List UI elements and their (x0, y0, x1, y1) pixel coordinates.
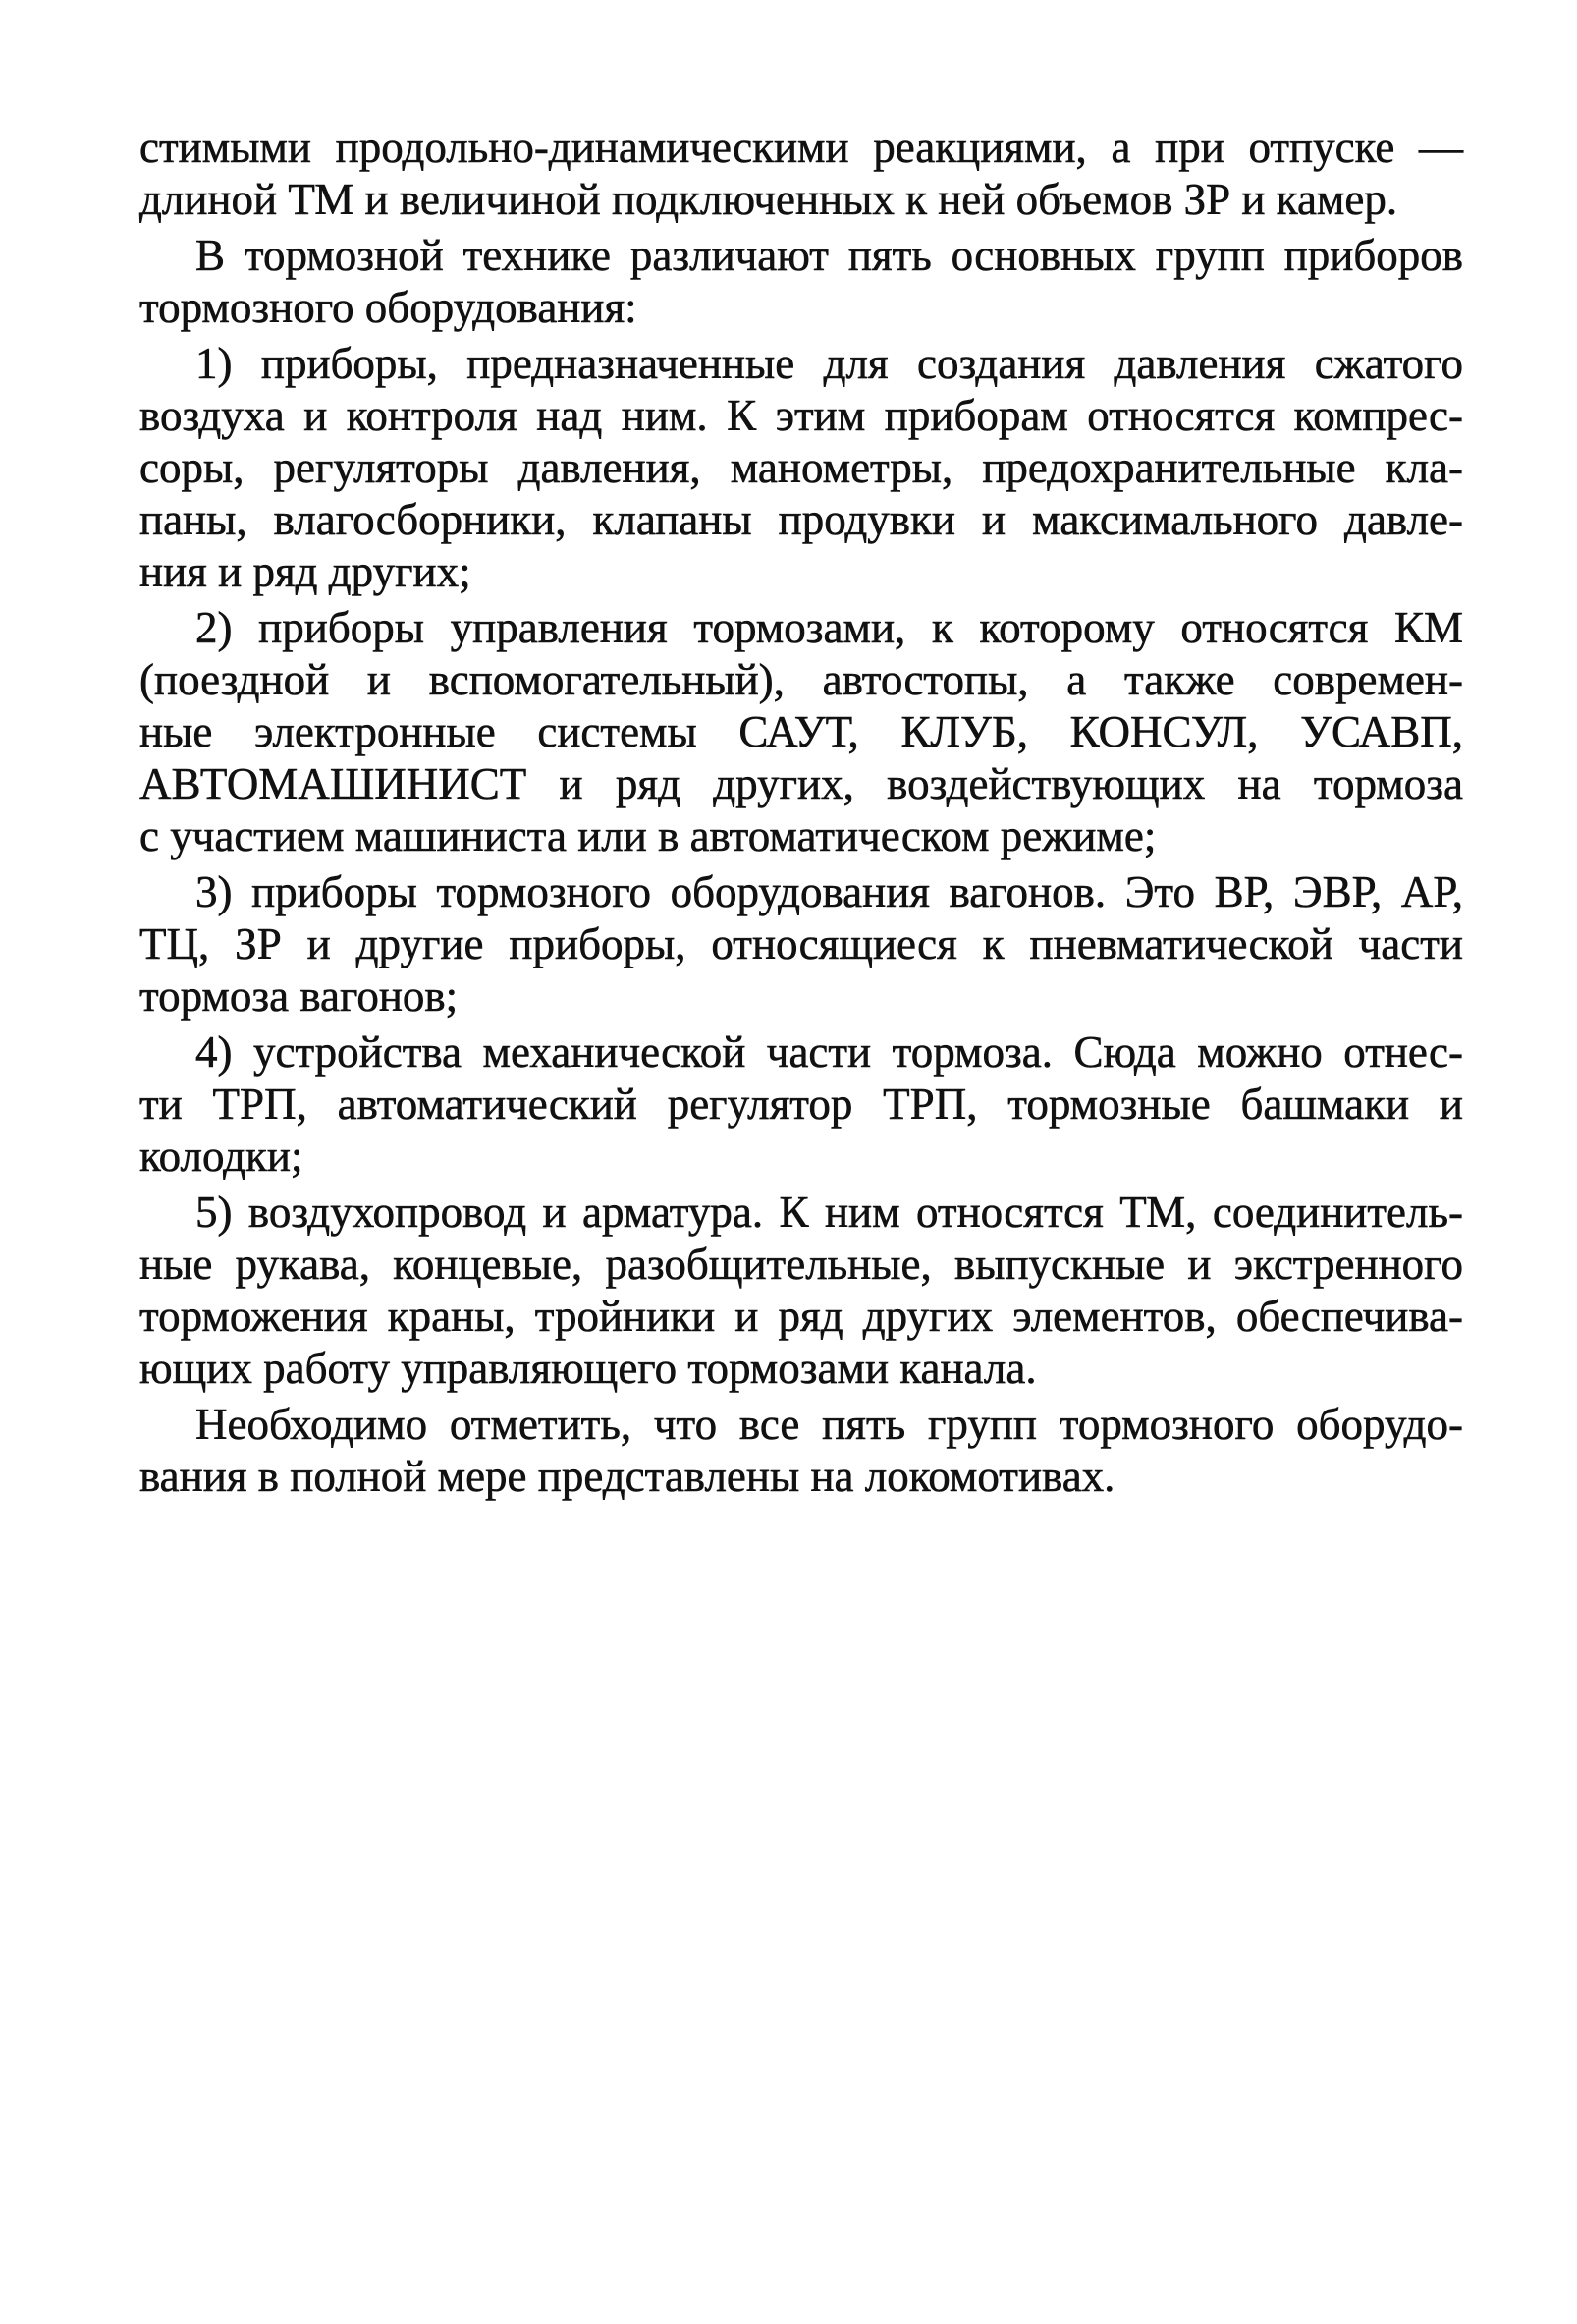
text-line: ные электронные системы САУТ, КЛУБ, КОНСУЛ, УСАВП, (139, 707, 1463, 756)
text-line: (поездной и вспомогательный), автостопы, а также современ- (139, 655, 1463, 704)
list-item-5 (139, 1187, 1463, 1395)
list-item-2 (139, 602, 1463, 862)
text-line: В тормозной технике различают пять основных групп приборов (195, 231, 1463, 280)
text-line: с участием машиниста или в автоматическом режиме; (139, 811, 1157, 860)
text-line: тормозного оборудования: (139, 283, 637, 332)
text-line: ния и ряд других; (139, 547, 471, 596)
text-line: АВТОМАШИНИСТ и ряд других, воздействующих на тормоза (139, 759, 1463, 808)
page-text-body (139, 122, 1463, 1503)
list-item-4 (139, 1026, 1463, 1183)
text-line: 1) приборы, предназначенные для создания давления сжатого (195, 339, 1463, 388)
text-line: 5) воздухопровод и арматура. К ним относятся ТМ, соединитель- (195, 1188, 1463, 1237)
text-line: стимыми продольно-динамическими реакциями, а при отпуске — (139, 123, 1463, 172)
text-line: ные рукава, концевые, разобщительные, выпускные и экстренного (139, 1240, 1463, 1289)
list-item-3 (139, 866, 1463, 1023)
text-line: 3) приборы тормозного оборудования вагонов. Это ВР, ЭВР, АР, (195, 867, 1463, 916)
text-line: воздуха и контроля над ним. К этим приборам относятся компрес- (139, 391, 1463, 440)
text-line: соры, регуляторы давления, манометры, предохранительные кла- (139, 443, 1463, 492)
text-line: 4) устройства механической части тормоза. Сюда можно отнес- (195, 1027, 1463, 1077)
paragraph-intro (139, 230, 1463, 334)
text-line: ТЦ, ЗР и другие приборы, относящиеся к пневматической части (139, 919, 1463, 968)
text-line: ти ТРП, автоматический регулятор ТРП, тормозные башмаки и (139, 1079, 1463, 1129)
text-line: вания в полной мере представлены на локомотивах. (139, 1452, 1115, 1501)
text-line: длиной ТМ и величиной подключенных к ней объемов ЗР и камер. (139, 175, 1398, 224)
text-line: торможения краны, тройники и ряд других элементов, обеспечива- (139, 1292, 1463, 1341)
text-line: Необходимо отметить, что все пять групп тормозного оборудо- (195, 1400, 1463, 1449)
text-line: паны, влагосборники, клапаны продувки и максимального давле- (139, 495, 1463, 544)
text-line: тормоза вагонов; (139, 971, 459, 1021)
text-line: колодки; (139, 1132, 303, 1181)
text-line: 2) приборы управления тормозами, к которому относятся КМ (195, 603, 1463, 652)
paragraph-conclusion (139, 1399, 1463, 1503)
list-item-1 (139, 338, 1463, 598)
paragraph-continuation (139, 122, 1463, 226)
text-line: ющих работу управляющего тормозами канала. (139, 1344, 1037, 1393)
